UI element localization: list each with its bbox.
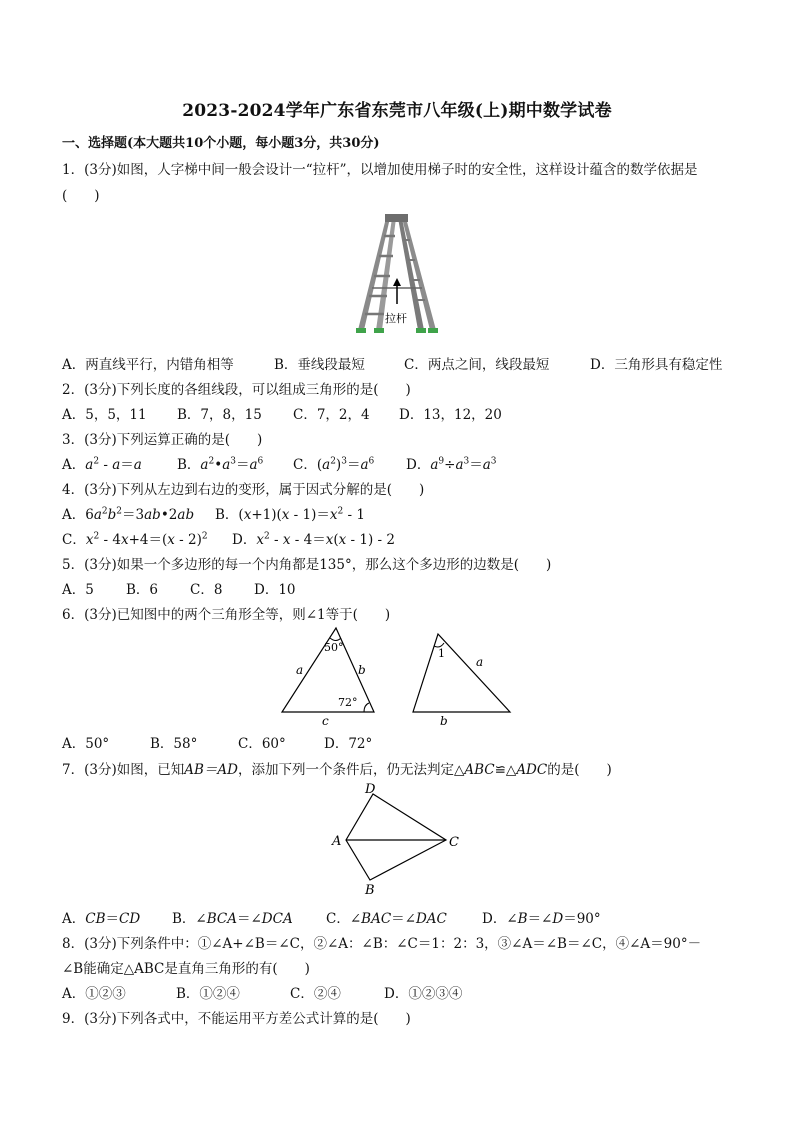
tri1-side-c: c	[322, 714, 329, 728]
triangles-figure	[278, 626, 514, 732]
tri2-side-a: a	[476, 655, 484, 669]
q1-option-c[interactable]: C．两点之间，线段最短	[404, 357, 550, 373]
q8-option-c[interactable]: C．②④	[290, 986, 341, 1002]
q3-option-c[interactable]: C．$(a^2)^3=a^6$	[293, 456, 375, 473]
q1-options	[62, 353, 722, 373]
q6-options	[62, 732, 372, 752]
q5-option-d[interactable]: D．10	[254, 582, 296, 598]
q4-option-a[interactable]: A．$6a^2b^2=3ab•2ab$	[62, 506, 195, 523]
section-heading: 一、选择题(本大题共10个小题，每小题3分，共30分)	[62, 136, 380, 151]
q2-option-a[interactable]: A．5，5，11	[62, 407, 147, 423]
q3-options	[62, 453, 497, 473]
q1-stem-line2: ( )	[62, 188, 100, 204]
q5-options	[62, 578, 296, 598]
q4-stem: 4．(3分)下列从左边到右边的变形，属于因式分解的是( )	[62, 482, 425, 498]
angle-50-label: 50°	[324, 641, 344, 654]
q1-option-d[interactable]: D．三角形具有稳定性	[590, 357, 723, 373]
q6-option-d[interactable]: D．72°	[324, 736, 373, 752]
q4-option-b[interactable]: B．$(x+1)(x - 1)=x^2 - 1$	[215, 506, 365, 523]
q6-stem: 6．(3分)已知图中的两个三角形全等，则∠1等于( )	[62, 607, 391, 623]
q3-option-d[interactable]: D．$a^9\div a^3=a^3$	[406, 456, 497, 473]
q8-stem-line2: ∠B能确定△ABC是直角三角形的有( )	[62, 961, 310, 977]
q7-option-c[interactable]: C．∠BAC＝∠DAC	[326, 911, 447, 927]
q7-option-d[interactable]: D．∠B＝∠D＝90°	[482, 911, 601, 927]
q2-option-b[interactable]: B．7，8，15	[177, 407, 262, 423]
q6-option-a[interactable]: A．50°	[62, 736, 110, 752]
q3-stem: 3．(3分)下列运算正确的是( )	[62, 432, 263, 448]
q7-options	[62, 907, 601, 927]
tri2-side-b: b	[440, 714, 448, 728]
q6-option-b[interactable]: B．58°	[150, 736, 198, 752]
q4-options-row1	[62, 503, 365, 523]
tri1-side-b: b	[358, 663, 366, 677]
q4-option-c[interactable]: C．$x^2 - 4x+4=(x - 2)^2$	[62, 531, 208, 548]
q5-option-c[interactable]: C．8	[190, 582, 223, 598]
q5-option-b[interactable]: B．6	[126, 582, 159, 598]
point-a-label: A	[332, 834, 342, 849]
angle-72-label: 72°	[338, 696, 358, 709]
q1-stem-line1: 1．(3分)如图，人字梯中间一般会设计一“拉杆”，以增加使用梯子时的安全性，这样设计蕴含的数学依据是	[62, 162, 698, 178]
q1-option-b[interactable]: B．垂线段最短	[274, 357, 365, 373]
q8-option-a[interactable]: A．①②③	[62, 986, 126, 1002]
q1-option-a[interactable]: A．两直线平行，内错角相等	[62, 357, 234, 373]
tri1-side-a: a	[296, 663, 304, 677]
point-b-label: B	[365, 883, 375, 898]
q7-option-a[interactable]: A．CB＝CD	[62, 911, 141, 927]
q7-option-b[interactable]: B．∠BCA＝∠DCA	[172, 911, 293, 927]
q2-stem: 2．(3分)下列长度的各组线段，可以组成三角形的是( )	[62, 382, 411, 398]
q9-stem: 9．(3分)下列各式中，不能运用平方差公式计算的是( )	[62, 1011, 411, 1027]
q2-option-d[interactable]: D．13，12，20	[399, 407, 502, 423]
q5-option-a[interactable]: A．5	[62, 582, 94, 598]
q4-options-row2	[62, 528, 395, 548]
q2-options	[62, 403, 502, 423]
angle-1-label: 1	[438, 647, 445, 660]
q7-stem: 7．(3分)如图，已知AB＝AD，添加下列一个条件后，仍无法判定△ABC≌△ADC的是( )	[62, 762, 612, 778]
q2-option-c[interactable]: C．7，2，4	[293, 407, 370, 423]
q3-option-a[interactable]: A．$a^2 - a=a$	[62, 456, 142, 473]
q8-options	[62, 982, 462, 1002]
q8-stem-line1: 8．(3分)下列条件中：①∠A+∠B＝∠C，②∠A：∠B：∠C＝1：2：3，③∠A＝∠B＝∠C，④∠A＝90°－	[62, 936, 702, 952]
page-title: 2023-2024学年广东省东莞市八年级(上)期中数学试卷	[182, 101, 612, 121]
q6-option-c[interactable]: C．60°	[238, 736, 286, 752]
ladder-figure	[352, 210, 442, 346]
q8-option-b[interactable]: B．①②④	[176, 986, 240, 1002]
q3-option-b[interactable]: B．$a^2•a^3=a^6$	[177, 456, 264, 473]
q5-stem: 5．(3分)如果一个多边形的每一个内角都是135°，那么这个多边形的边数是( )	[62, 557, 552, 573]
q8-option-d[interactable]: D．①②③④	[384, 986, 463, 1002]
point-c-label: C	[449, 835, 459, 850]
quadrilateral-figure	[328, 780, 468, 904]
ladder-rod-label: 拉杆	[385, 312, 407, 325]
point-d-label: D	[365, 782, 376, 797]
q4-option-d[interactable]: D．$x^2 - x - 4=x(x - 1) - 2$	[232, 531, 395, 548]
